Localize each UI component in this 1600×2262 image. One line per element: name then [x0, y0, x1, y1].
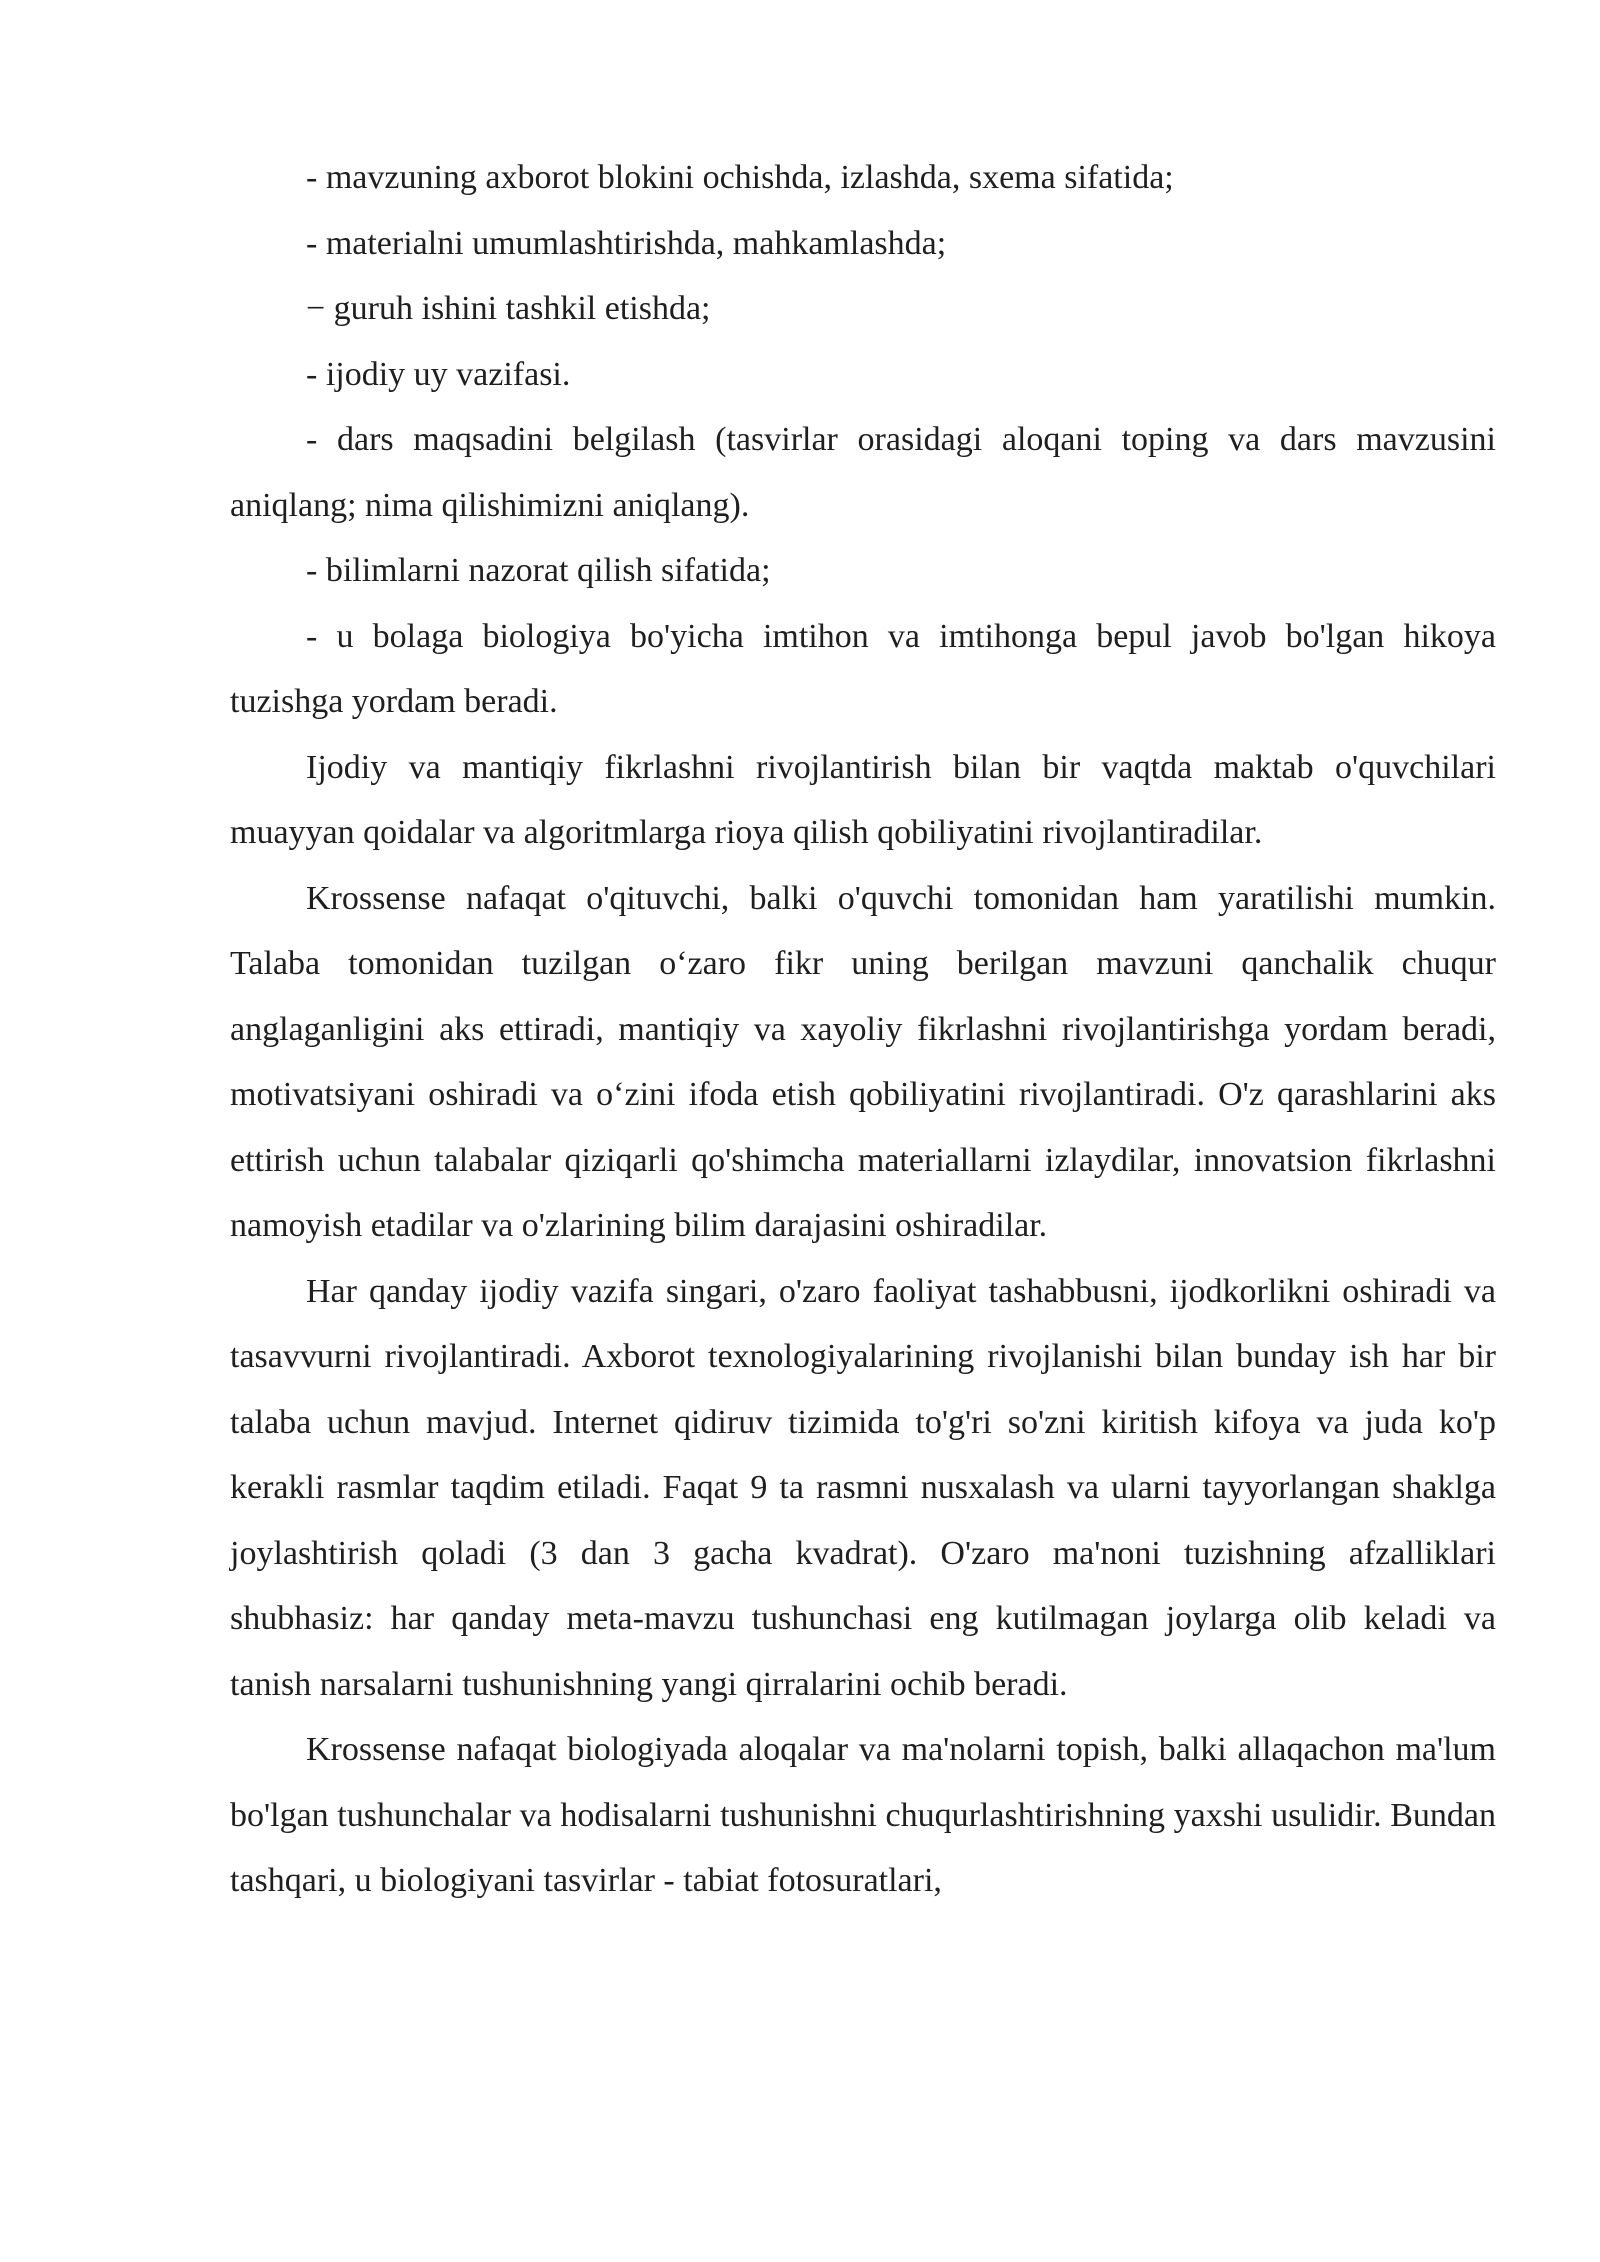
- paragraph-creative-thinking: Ijodiy va mantiqiy fikrlashni rivojlantirish bilan bir vaqtda maktab o'quvchilari muayyan qoidalar va algoritmlarga rioya qilish qobiliyatini rivojlantiradilar.: [230, 748, 1496, 851]
- document-body: [230, 145, 1496, 1914]
- list-item-information-block: - mavzuning axborot blokini ochishda, izlashda, sxema sifatida;: [306, 159, 1174, 196]
- list-item-lesson-goal: - dars maqsadini belgilash (tasvirlar orasidagi aloqani toping va dars mavzusini aniqlang; nima qilishimizni aniqlang).: [230, 421, 1496, 524]
- list-item-group-work: − guruh ishini tashkil etishda;: [306, 290, 711, 327]
- list-item-homework: - ijodiy uy vazifasi.: [306, 355, 571, 393]
- list-item-generalization: - materialni umumlashtirishda, mahkamlashda;: [306, 224, 947, 262]
- paragraph-krossense-student: Krossense nafaqat o'qituvchi, balki o'quvchi tomonidan ham yaratilishi mumkin. Talaba tomonidan tuzilgan o‘zaro fikr uning berilgan mavzuni qanchalik chuqur anglaganligini aks ettiradi, mantiqiy va xayoliy fikrlashni rivojlantirishga yordam beradi, motivatsiyani oshiradi va o‘zini ifoda etish qobiliyatini rivojlantiradi. O'z qarashlarini aks ettirish uchun talabalar qiziqarli qo'shimcha materiallarni izlaydilar, innovatsion fikrlashni namoyish etadilar va o'zlarining bilim darajasini oshiradilar.: [230, 879, 1496, 1244]
- paragraph-creative-task: Har qanday ijodiy vazifa singari, o'zaro faoliyat tashabbusni, ijodkorlikni oshiradi va tasavvurni rivojlantiradi. Axborot texnologiyalarining rivojlanishi bilan bunday ish har bir talaba uchun mavjud. Internet qidiruv tizimida to'g'ri so'zni kiritish kifoya va juda ko'p kerakli rasmlar taqdim etiladi. Faqat 9 ta rasmni nusxalash va ularni tayyorlangan shaklga joylashtirish qoladi (3 dan 3 gacha kvadrat). O'zaro ma'noni tuzishning afzalliklari shubhasiz: har qanday meta-mavzu tushunchasi eng kutilmagan joylarga olib keladi va tanish narsalarni tushunishning yangi qirralarini ochib beradi.: [230, 1272, 1496, 1703]
- list-item-knowledge-control: - bilimlarni nazorat qilish sifatida;: [306, 552, 771, 589]
- paragraph-krossense-biology: Krossense nafaqat biologiyada aloqalar va ma'nolarni topish, balki allaqachon ma'lum bo'lgan tushunchalar va hodisalarni tushunishni chuqurlashtirishning yaxshi usulidir. Bundan tashqari, u biologiyani tasvirlar - tabiat fotosuratlari,: [230, 1731, 1496, 1899]
- list-item-story-help: - u bolaga biologiya bo'yicha imtihon va imtihonga bepul javob bo'lgan hikoya tuzishga yordam beradi.: [230, 617, 1496, 720]
